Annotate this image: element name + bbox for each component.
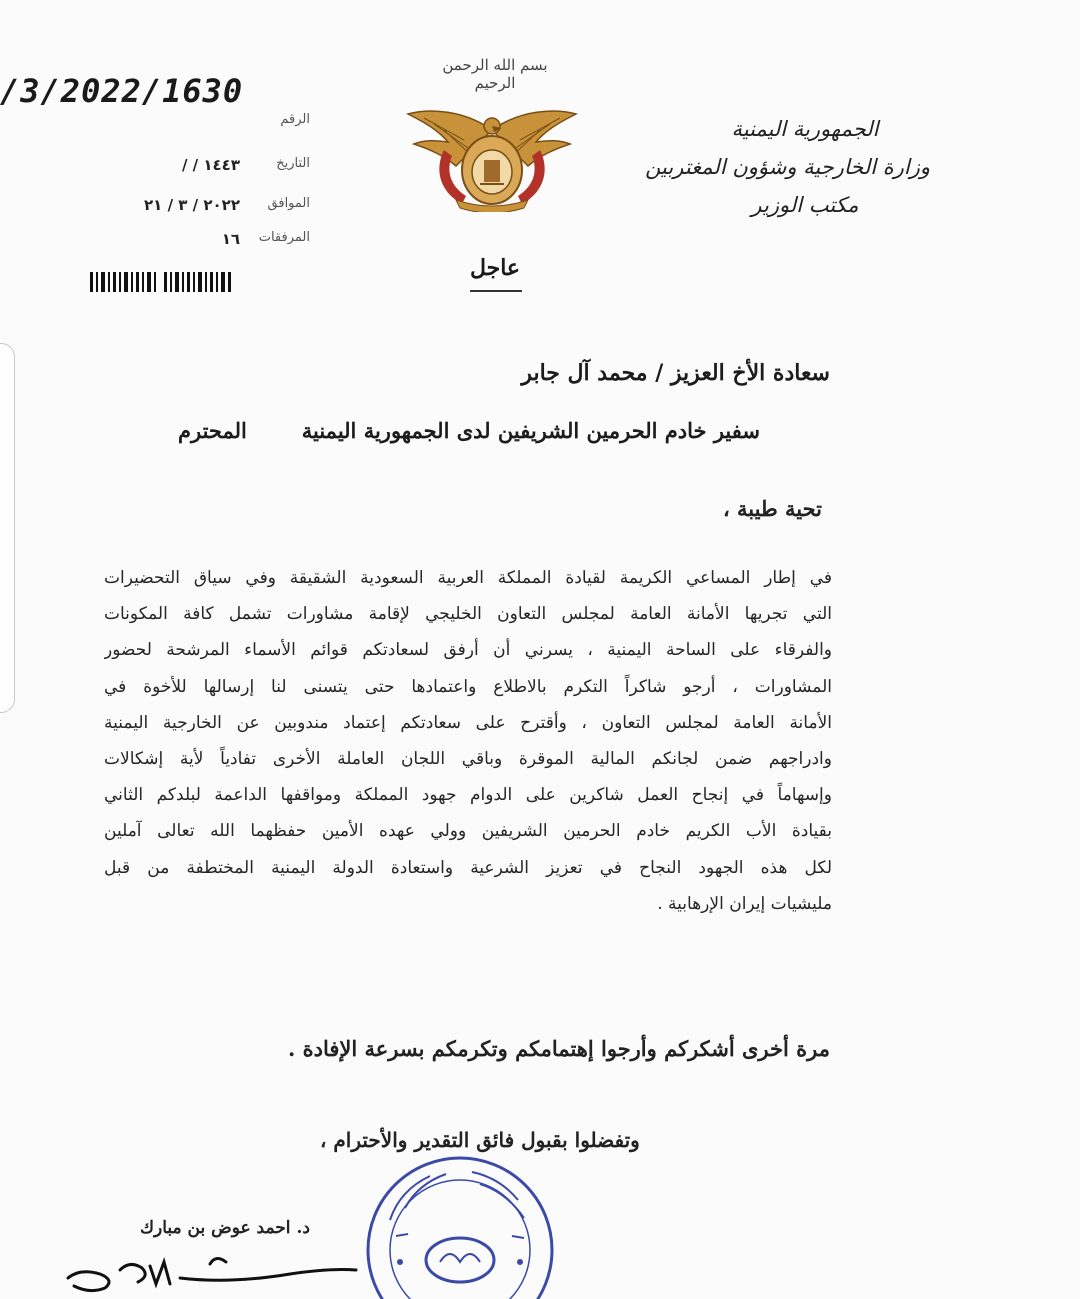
body-paragraph bbox=[104, 560, 832, 922]
reference-label: الرقم bbox=[280, 112, 310, 127]
reference-number: /3/2022/1630 bbox=[0, 72, 244, 110]
urgent-label: عاجل bbox=[469, 255, 521, 281]
paragraph-line: في إطار المساعي الكريمة لقيادة المملكة العربية السعودية الشقيقة وفي سياق التحضيرات bbox=[104, 568, 832, 588]
letterhead-line: الجمهورية اليمنية bbox=[731, 117, 879, 141]
letterhead-line: وزارة الخارجية وشؤون المغتربين bbox=[645, 155, 930, 179]
paragraph-line: مليشيات إيران الإرهابية . bbox=[657, 893, 832, 914]
reference-row bbox=[50, 156, 310, 180]
addressee-title: سفير خادم الحرمين الشريفين لدى الجمهورية اليمنية bbox=[301, 418, 760, 443]
handwritten-signature bbox=[60, 1248, 360, 1299]
reference-label: المرفقات bbox=[258, 230, 310, 245]
urgent-underline bbox=[470, 290, 522, 292]
paragraph-line: التي تجريها الأمانة العامة لمجلس التعاون الخليجي لإقامة مشاورات تشمل كافة المكونات bbox=[104, 604, 832, 625]
signer-name: د. احمد عوض بن مبارك bbox=[140, 1218, 310, 1238]
basmala: بسم الله الرحمن الرحيم bbox=[442, 56, 548, 92]
reference-label: التاريخ bbox=[276, 156, 310, 171]
paragraph-line: وإسهاماً في إنجاح العمل شاكرين على الدوام جهود المملكة ومواقفها الداعمة لبلدكم الثاني bbox=[104, 785, 832, 806]
paragraph-line: بقيادة الأب الكريم خادم الحرمين الشريفين وولي عهده الأمين حفظهما الله تعالى آملين bbox=[104, 821, 832, 842]
reference-row bbox=[50, 230, 310, 254]
paragraph-line: وادراجهم ضمن لجانكم المالية الموقرة وباقي اللجان العاملة الأخرى تفادياً لأية إشكالات bbox=[104, 748, 832, 769]
paragraph-line: والفرقاء على الساحة اليمنية ، يسرني أن أرفق لسعادتكم قوائم الأسماء المرشحة لحضور bbox=[104, 640, 832, 661]
reference-label: الموافق bbox=[267, 196, 310, 211]
reference-value: ١٦ bbox=[221, 230, 240, 248]
closing-line: مرة أخرى أشكركم وأرجوا إهتمامكم وتكرمكم بسرعة الإفادة . bbox=[287, 1036, 830, 1061]
paragraph-line: الأمانة العامة لمجلس التعاون ، وأقترح على سعادتكم إعتماد مندوبين عن الخارجية اليمنية bbox=[104, 712, 832, 733]
barcode bbox=[90, 272, 234, 292]
emblem-icon bbox=[404, 100, 580, 212]
reference-row bbox=[50, 196, 310, 220]
letterhead-line: مكتب الوزير bbox=[751, 193, 859, 217]
reference-value: ١٤٤٣ / / bbox=[181, 156, 240, 174]
letterhead bbox=[645, 110, 930, 224]
closing-salutation: وتفضلوا بقبول فائق التقدير والأحترام ، bbox=[320, 1128, 640, 1152]
side-panel bbox=[0, 343, 15, 713]
reference-value: ٢٠٢٢ / ٣ / ٢١ bbox=[144, 196, 240, 214]
addressee: سعادة الأخ العزيز / محمد آل جابر bbox=[521, 360, 830, 386]
paragraph-line: لكل هذه الجهود النجاح في تعزيز الشرعية واستعادة الدولة اليمنية المختطفة من قبل bbox=[104, 857, 832, 878]
official-stamp-icon bbox=[360, 1150, 560, 1299]
reference-row bbox=[50, 112, 310, 136]
greeting: تحية طيبة ، bbox=[722, 496, 822, 521]
addressee-honorific: المحترم bbox=[178, 418, 247, 443]
paragraph-line: المشاورات ، أرجو شاكراً التكرم بالاطلاع واعتمادها حتى يتسنى لنا إرسالها للأخوة في bbox=[104, 676, 832, 697]
